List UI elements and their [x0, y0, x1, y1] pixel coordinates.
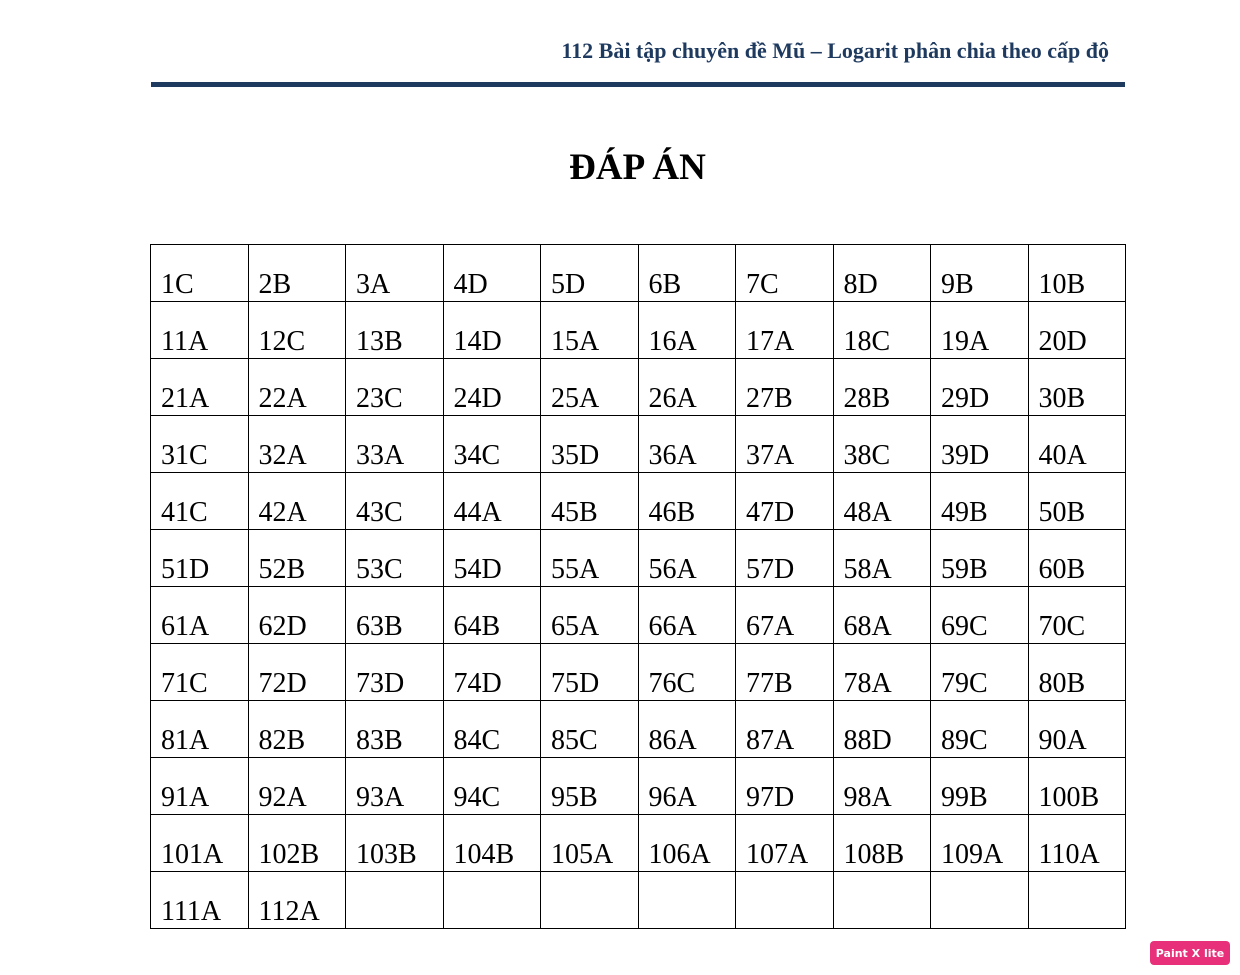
answer-text: 38C — [843, 440, 891, 471]
answer-cell — [638, 530, 736, 587]
answer-text: 13B — [356, 326, 403, 357]
answer-cell — [931, 644, 1029, 701]
answer-text: 104B — [453, 839, 515, 870]
answer-text: 39D — [941, 440, 990, 471]
answer-cell — [736, 359, 834, 416]
answer-cell — [248, 701, 346, 758]
answer-row — [151, 473, 1126, 530]
answer-cell — [443, 872, 541, 929]
answer-row — [151, 872, 1126, 929]
answer-text: 65A — [551, 611, 600, 642]
answer-cell — [443, 644, 541, 701]
answer-cell — [1028, 815, 1126, 872]
answer-cell — [443, 416, 541, 473]
answer-cell — [346, 701, 444, 758]
answer-cell — [638, 644, 736, 701]
answer-cell — [1028, 473, 1126, 530]
answer-text: 22A — [258, 383, 307, 414]
answer-row — [151, 587, 1126, 644]
answer-cell — [833, 872, 931, 929]
answer-text: 37A — [746, 440, 795, 471]
answer-cell — [151, 359, 249, 416]
page-title: ĐÁP ÁN — [569, 147, 706, 188]
answer-cell — [638, 815, 736, 872]
answer-cell — [248, 644, 346, 701]
answer-cell — [151, 416, 249, 473]
answer-text: 1C — [161, 269, 194, 300]
answer-cell — [151, 530, 249, 587]
answer-text: 43C — [356, 497, 403, 528]
answer-cell — [736, 245, 834, 302]
answer-text: 67A — [746, 611, 795, 642]
answer-text: 30B — [1038, 383, 1086, 414]
answer-cell — [346, 416, 444, 473]
answer-cell — [541, 758, 639, 815]
answer-cell — [833, 758, 931, 815]
answer-text: 25A — [551, 383, 600, 414]
answer-text: 49B — [941, 497, 988, 528]
answer-text: 35D — [551, 440, 600, 471]
answer-text: 112A — [258, 896, 320, 927]
answer-cell — [833, 701, 931, 758]
answer-cell — [151, 245, 249, 302]
answer-cell — [151, 644, 249, 701]
answer-cell — [541, 872, 639, 929]
answer-text: 78A — [843, 668, 892, 699]
answer-text: 31C — [161, 440, 208, 471]
answer-text: 64B — [453, 611, 501, 642]
answer-text: 90A — [1038, 725, 1087, 756]
answer-cell — [541, 245, 639, 302]
answer-cell — [833, 302, 931, 359]
answer-text: 110A — [1038, 839, 1100, 870]
answer-text: 83B — [356, 725, 403, 756]
answer-text: 111A — [161, 896, 222, 927]
answer-cell — [736, 815, 834, 872]
answer-cell — [638, 758, 736, 815]
answer-cell — [541, 473, 639, 530]
answer-text: 53C — [356, 554, 403, 585]
answer-text: 77B — [746, 668, 793, 699]
answer-text: 93A — [356, 782, 405, 813]
document-header-title: 112 Bài tập chuyên đề Mũ – Logarit phân chia theo cấp độ — [561, 38, 1109, 63]
answer-text: 69C — [941, 611, 988, 642]
answer-cell — [1028, 701, 1126, 758]
answer-cell — [931, 758, 1029, 815]
answer-text: 109A — [941, 839, 1004, 870]
answer-cell — [346, 815, 444, 872]
answer-cell — [833, 245, 931, 302]
answer-cell — [931, 302, 1029, 359]
answer-text: 45B — [551, 497, 598, 528]
answer-text: 29D — [941, 383, 990, 414]
answer-text: 14D — [453, 326, 502, 357]
answer-text: 12C — [258, 326, 306, 357]
answer-cell — [541, 815, 639, 872]
answer-cell — [248, 302, 346, 359]
answer-text: 50B — [1038, 497, 1086, 528]
answer-text: 84C — [453, 725, 501, 756]
answer-text: 15A — [551, 326, 600, 357]
answer-text: 3A — [356, 269, 391, 300]
answer-cell — [443, 530, 541, 587]
answer-cell — [346, 359, 444, 416]
answer-text: 80B — [1038, 668, 1086, 699]
answer-cell — [443, 302, 541, 359]
answer-text: 36A — [648, 440, 697, 471]
answer-cell — [638, 587, 736, 644]
answer-cell — [1028, 416, 1126, 473]
answer-cell — [931, 416, 1029, 473]
answer-text: 106A — [648, 839, 711, 870]
answer-cell — [151, 701, 249, 758]
answer-text: 47D — [746, 497, 795, 528]
answer-cell — [638, 245, 736, 302]
answer-cell — [151, 815, 249, 872]
answer-text: 27B — [746, 383, 793, 414]
answer-row — [151, 644, 1126, 701]
answer-cell — [736, 587, 834, 644]
answer-text: 74D — [453, 668, 502, 699]
answer-text: 72D — [258, 668, 307, 699]
answer-text: 102B — [258, 839, 320, 870]
answer-cell — [638, 872, 736, 929]
answer-cell — [541, 644, 639, 701]
answer-text: 63B — [356, 611, 403, 642]
answer-cell — [638, 701, 736, 758]
answer-cell — [1028, 644, 1126, 701]
answer-text: 92A — [258, 782, 307, 813]
answer-cell — [248, 416, 346, 473]
answer-row — [151, 758, 1126, 815]
answer-text: 54D — [453, 554, 502, 585]
answer-cell — [736, 416, 834, 473]
answer-text: 101A — [161, 839, 224, 870]
answer-text: 26A — [648, 383, 697, 414]
answer-text: 46B — [648, 497, 696, 528]
answer-cell — [248, 473, 346, 530]
answer-text: 79C — [941, 668, 988, 699]
answer-text: 59B — [941, 554, 988, 585]
answer-text: 17A — [746, 326, 795, 357]
answer-text: 107A — [746, 839, 809, 870]
answer-cell — [833, 644, 931, 701]
answer-table — [150, 244, 1126, 929]
answer-text: 55A — [551, 554, 600, 585]
answer-cell — [1028, 302, 1126, 359]
answer-text: 75D — [551, 668, 600, 699]
answer-text: 20D — [1038, 326, 1087, 357]
answer-row — [151, 530, 1126, 587]
answer-cell — [346, 872, 444, 929]
answer-text: 85C — [551, 725, 598, 756]
answer-text: 105A — [551, 839, 614, 870]
answer-cell — [736, 302, 834, 359]
answer-cell — [1028, 758, 1126, 815]
answer-cell — [541, 359, 639, 416]
answer-cell — [248, 758, 346, 815]
answer-cell — [151, 302, 249, 359]
answer-cell — [833, 587, 931, 644]
answer-text: 6B — [648, 269, 682, 300]
answer-text: 18C — [843, 326, 891, 357]
answer-cell — [931, 701, 1029, 758]
answer-text: 70C — [1038, 611, 1086, 642]
answer-text: 32A — [258, 440, 307, 471]
answer-text: 81A — [161, 725, 210, 756]
answer-cell — [833, 530, 931, 587]
answer-cell — [736, 644, 834, 701]
answer-text: 16A — [648, 326, 697, 357]
answer-text: 33A — [356, 440, 405, 471]
answer-text: 19A — [941, 326, 990, 357]
answer-cell — [443, 587, 541, 644]
answer-text: 4D — [453, 269, 488, 300]
answer-cell — [638, 359, 736, 416]
answer-row — [151, 815, 1126, 872]
answer-text: 103B — [356, 839, 417, 870]
answer-row — [151, 359, 1126, 416]
answer-cell — [346, 302, 444, 359]
answer-text: 44A — [453, 497, 502, 528]
answer-text: 24D — [453, 383, 502, 414]
answer-cell — [151, 872, 249, 929]
answer-text: 94C — [453, 782, 501, 813]
answer-cell — [248, 245, 346, 302]
answer-cell — [151, 473, 249, 530]
answer-cell — [248, 587, 346, 644]
answer-text: 76C — [648, 668, 696, 699]
answer-cell — [736, 530, 834, 587]
answer-cell — [931, 473, 1029, 530]
answer-text: 58A — [843, 554, 892, 585]
answer-cell — [833, 359, 931, 416]
answer-cell — [248, 872, 346, 929]
answer-cell — [346, 245, 444, 302]
answer-cell — [346, 644, 444, 701]
answer-text: 108B — [843, 839, 905, 870]
answer-cell — [1028, 530, 1126, 587]
answer-cell — [346, 473, 444, 530]
answer-text: 40A — [1038, 440, 1087, 471]
answer-cell — [638, 416, 736, 473]
answer-text: 57D — [746, 554, 795, 585]
answer-cell — [931, 815, 1029, 872]
answer-cell — [1028, 587, 1126, 644]
answer-cell — [443, 758, 541, 815]
answer-text: 61A — [161, 611, 210, 642]
answer-cell — [248, 815, 346, 872]
answer-text: 48A — [843, 497, 892, 528]
answer-cell — [736, 701, 834, 758]
answer-text: 87A — [746, 725, 795, 756]
answer-text: 73D — [356, 668, 405, 699]
answer-text: 23C — [356, 383, 403, 414]
answer-cell — [736, 758, 834, 815]
answer-cell — [346, 587, 444, 644]
answer-cell — [1028, 359, 1126, 416]
answer-cell — [736, 872, 834, 929]
answer-cell — [541, 416, 639, 473]
answer-cell — [151, 758, 249, 815]
answer-cell — [248, 530, 346, 587]
answer-cell — [541, 302, 639, 359]
answer-cell — [248, 359, 346, 416]
answer-text: 7C — [746, 269, 779, 300]
answer-cell — [151, 587, 249, 644]
answer-cell — [931, 872, 1029, 929]
answer-text: 11A — [161, 326, 209, 357]
answer-cell — [638, 302, 736, 359]
answer-text: 2B — [258, 269, 292, 300]
answer-text: 100B — [1038, 782, 1100, 813]
answer-cell — [443, 473, 541, 530]
answer-cell — [833, 416, 931, 473]
answer-cell — [346, 530, 444, 587]
answer-text: 56A — [648, 554, 697, 585]
answer-text: 95B — [551, 782, 598, 813]
answer-cell — [541, 587, 639, 644]
answer-text: 71C — [161, 668, 208, 699]
answer-text: 68A — [843, 611, 892, 642]
answer-text: 98A — [843, 782, 892, 813]
answer-cell — [443, 701, 541, 758]
answer-row — [151, 245, 1126, 302]
answer-text: 41C — [161, 497, 208, 528]
answer-text: 96A — [648, 782, 697, 813]
answer-row — [151, 302, 1126, 359]
answer-text: 8D — [843, 269, 878, 300]
answer-row — [151, 701, 1126, 758]
answer-cell — [931, 245, 1029, 302]
answer-cell — [931, 587, 1029, 644]
answer-text: 89C — [941, 725, 988, 756]
answer-text: 42A — [258, 497, 307, 528]
answer-cell — [736, 473, 834, 530]
answer-cell — [1028, 245, 1126, 302]
answer-cell — [833, 473, 931, 530]
header-divider — [151, 82, 1125, 87]
answer-text: 5D — [551, 269, 586, 300]
answer-cell — [833, 815, 931, 872]
answer-cell — [346, 758, 444, 815]
answer-text: 60B — [1038, 554, 1086, 585]
answer-text: 34C — [453, 440, 501, 471]
answer-row — [151, 416, 1126, 473]
answer-text: 52B — [258, 554, 306, 585]
answer-text: 28B — [843, 383, 891, 414]
answer-cell — [931, 359, 1029, 416]
answer-text: 97D — [746, 782, 795, 813]
answer-text: 91A — [161, 782, 210, 813]
answer-text: 51D — [161, 554, 210, 585]
answer-text: 10B — [1038, 269, 1086, 300]
answer-cell — [1028, 872, 1126, 929]
answer-text: 82B — [258, 725, 306, 756]
answer-text: 66A — [648, 611, 697, 642]
paint-x-lite-badge[interactable]: Paint X lite — [1150, 941, 1230, 965]
answer-cell — [638, 473, 736, 530]
answer-cell — [443, 245, 541, 302]
answer-cell — [541, 701, 639, 758]
answer-text: 9B — [941, 269, 974, 300]
answer-cell — [931, 530, 1029, 587]
answer-text: 62D — [258, 611, 307, 642]
answer-cell — [443, 359, 541, 416]
answer-text: 86A — [648, 725, 697, 756]
answer-text: 21A — [161, 383, 210, 414]
answer-cell — [443, 815, 541, 872]
answer-text: 88D — [843, 725, 892, 756]
answer-text: 99B — [941, 782, 988, 813]
answer-cell — [541, 530, 639, 587]
